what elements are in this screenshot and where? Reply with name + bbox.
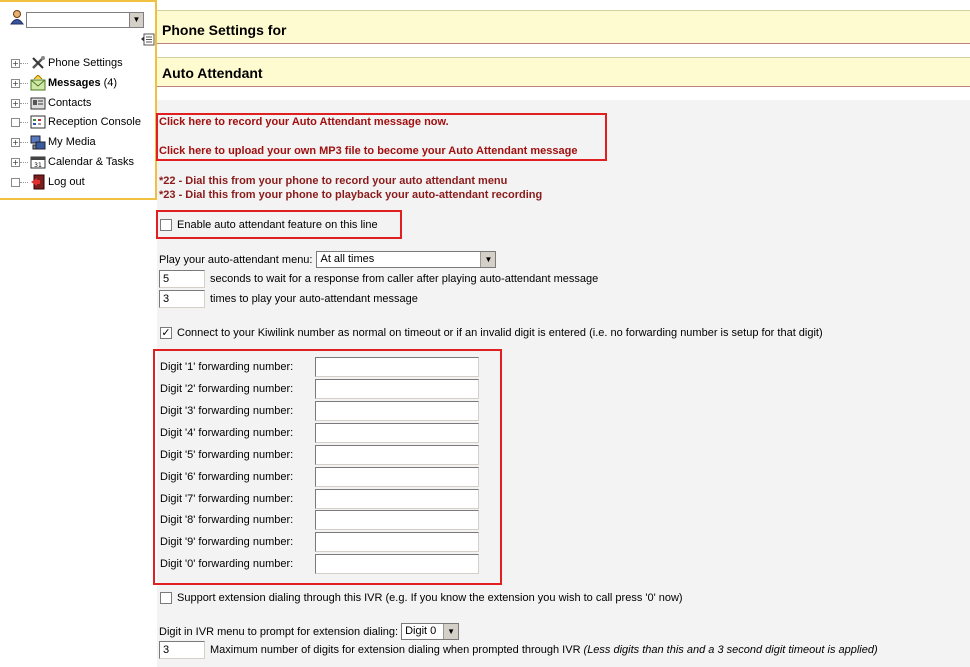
digit-4-label: Digit '4' forwarding number:	[160, 427, 294, 439]
leaf-marker	[11, 178, 20, 187]
chevron-down-icon[interactable]: ▼	[443, 624, 458, 639]
extension-dialing-label: Support extension dialing through this IVR (e.g. If you know the extension you wish to call press '0' now)	[177, 592, 683, 604]
extension-dialing-checkbox[interactable]	[160, 592, 172, 604]
svg-text:31: 31	[34, 162, 42, 169]
digit-0-label: Digit '0' forwarding number:	[160, 558, 294, 570]
nav-label: Reception Console	[48, 116, 141, 128]
menu-schedule-label: Play your auto-attendant menu:	[159, 253, 313, 266]
digit-8-row	[160, 510, 479, 530]
digit-5-row	[160, 445, 479, 465]
console-icon	[30, 114, 46, 130]
digit-3-forwarding-input[interactable]	[315, 401, 479, 421]
extension-max-digits-row	[159, 641, 878, 659]
digit-1-label: Digit '1' forwarding number:	[160, 361, 294, 373]
chevron-down-icon[interactable]: ▼	[129, 13, 143, 27]
nav-label: Messages	[48, 77, 101, 89]
expand-icon[interactable]: +	[12, 98, 19, 108]
nav-item-log-out[interactable]	[11, 173, 85, 191]
expand-icon[interactable]: +	[12, 137, 19, 147]
digit-6-row	[160, 467, 479, 487]
digit-9-row	[160, 532, 479, 552]
navigation-panel	[0, 0, 157, 200]
digit-1-row	[160, 357, 479, 377]
logout-icon	[30, 174, 46, 190]
dial-code-record: *22 - Dial this from your phone to record your auto attendant menu	[159, 175, 508, 187]
extension-max-digits-input[interactable]	[159, 641, 205, 659]
extension-dialing-row	[160, 592, 683, 604]
digit-2-label: Digit '2' forwarding number:	[160, 383, 294, 395]
digit-2-forwarding-input[interactable]	[315, 379, 479, 399]
nav-item-calendar-tasks[interactable]	[11, 153, 134, 171]
account-select[interactable]	[26, 12, 144, 28]
digit-3-label: Digit '3' forwarding number:	[160, 405, 294, 417]
messages-count-badge: (4)	[103, 77, 118, 89]
digit-9-forwarding-input[interactable]	[315, 532, 479, 552]
repeat-times-label: times to play your auto-attendant message	[210, 293, 418, 305]
nav-label: Contacts	[48, 97, 92, 109]
nav-item-my-media[interactable]	[11, 133, 96, 151]
connect-timeout-label: Connect to your Kiwilink number as normal on timeout or if an invalid digit is entered (i.e. no forwarding number is setup for that digit)	[177, 327, 823, 339]
nav-label: Phone Settings	[48, 57, 123, 69]
extension-prompt-label: Digit in IVR menu to prompt for extension dialing:	[159, 625, 399, 638]
section-title: Auto Attendant	[157, 57, 970, 87]
wait-seconds-label: seconds to wait for a response from caller after playing auto-attendant message	[210, 273, 599, 285]
upload-mp3-link[interactable]: Click here to upload your own MP3 file to become your Auto Attendant message	[159, 145, 578, 157]
chevron-down-icon[interactable]: ▼	[480, 252, 495, 267]
repeat-times-input[interactable]	[159, 290, 205, 308]
nav-label: My Media	[48, 136, 96, 148]
digit-6-label: Digit '6' forwarding number:	[160, 471, 294, 483]
contacts-card-icon	[30, 95, 46, 111]
digit-9-label: Digit '9' forwarding number:	[160, 536, 294, 548]
enable-auto-attendant-row	[160, 219, 378, 231]
wait-seconds-row	[159, 270, 598, 288]
extension-prompt-row	[159, 623, 459, 640]
digit-6-forwarding-input[interactable]	[315, 467, 479, 487]
nav-label: Calendar & Tasks	[48, 156, 135, 168]
nav-item-reception-console[interactable]	[11, 113, 141, 131]
expand-icon[interactable]: +	[12, 58, 19, 68]
digit-0-row	[160, 554, 479, 574]
extension-prompt-select[interactable]	[401, 623, 459, 640]
nav-item-phone-settings[interactable]	[11, 54, 123, 72]
envelope-icon	[30, 75, 46, 91]
connect-timeout-row	[160, 327, 823, 339]
repeat-times-row	[159, 290, 418, 308]
tools-icon	[30, 55, 46, 71]
media-icon	[30, 134, 46, 150]
user-icon[interactable]	[9, 9, 25, 25]
calendar-icon	[30, 154, 46, 170]
nav-item-contacts[interactable]	[11, 94, 91, 112]
nav-item-messages[interactable]	[11, 74, 117, 92]
menu-schedule-row	[159, 251, 496, 268]
digit-5-forwarding-input[interactable]	[315, 445, 479, 465]
connect-timeout-checkbox[interactable]: ✓	[161, 326, 171, 339]
expand-icon[interactable]: +	[12, 78, 19, 88]
extension-prompt-value: Digit 0	[405, 625, 437, 637]
page-title: Phone Settings for	[157, 10, 970, 44]
extension-max-digits-label: Maximum number of digits for extension dialing when prompted through IVR	[210, 644, 581, 656]
nav-label: Log out	[48, 176, 85, 188]
digit-3-row	[160, 401, 479, 421]
leaf-marker	[11, 118, 20, 127]
digit-7-label: Digit '7' forwarding number:	[160, 493, 294, 505]
extension-max-digits-note: (Less digits than this and a 3 second digit timeout is applied)	[583, 644, 878, 656]
digit-5-label: Digit '5' forwarding number:	[160, 449, 294, 461]
digit-4-forwarding-input[interactable]	[315, 423, 479, 443]
digit-7-row	[160, 489, 479, 509]
digit-2-row	[160, 379, 479, 399]
menu-schedule-value: At all times	[320, 253, 375, 265]
digit-8-forwarding-input[interactable]	[315, 510, 479, 530]
wait-seconds-input[interactable]	[159, 270, 205, 288]
expand-icon[interactable]: +	[12, 157, 19, 167]
record-message-link[interactable]: Click here to record your Auto Attendant message now.	[159, 116, 449, 128]
digit-4-row	[160, 423, 479, 443]
enable-auto-attendant-label: Enable auto attendant feature on this line	[177, 219, 378, 231]
enable-auto-attendant-checkbox[interactable]	[160, 219, 172, 231]
digit-7-forwarding-input[interactable]	[315, 489, 479, 509]
settings-form	[157, 100, 970, 667]
digit-0-forwarding-input[interactable]	[315, 554, 479, 574]
dial-code-playback: *23 - Dial this from your phone to playback your auto-attendant recording	[159, 189, 543, 201]
menu-schedule-select[interactable]	[316, 251, 496, 268]
panel-toggle-icon[interactable]	[141, 32, 155, 46]
digit-8-label: Digit '8' forwarding number:	[160, 514, 294, 526]
digit-1-forwarding-input[interactable]	[315, 357, 479, 377]
